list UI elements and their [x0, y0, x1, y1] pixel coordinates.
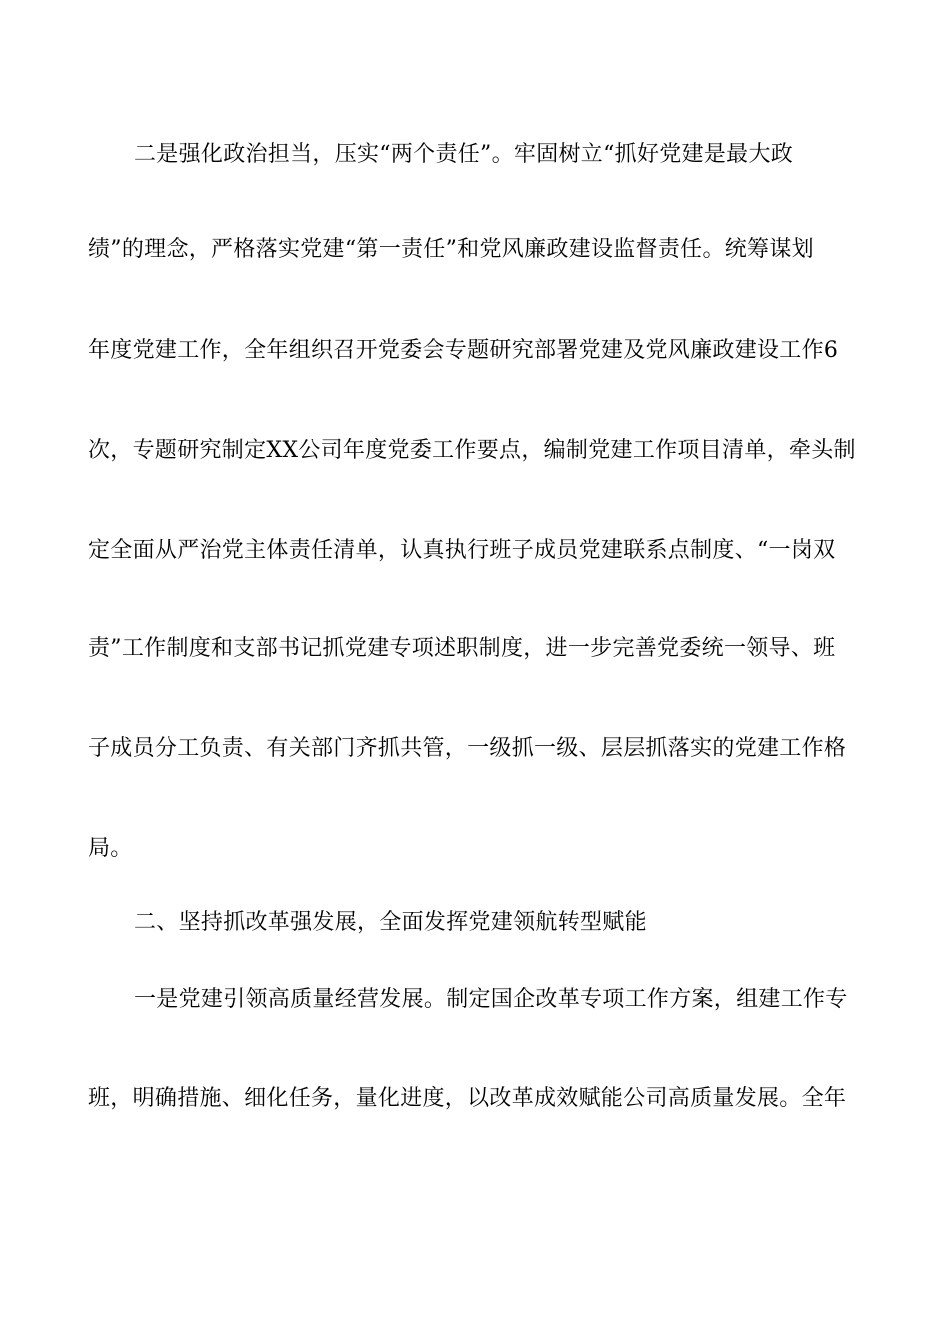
paragraph-line: 年度党建工作，全年组织召开党委会专题研究部署党建及党风廉政建设工作6 — [88, 338, 839, 363]
paragraph-line: 责”工作制度和支部书记抓党建专项述职制度，进一步完善党委统一领导、班 — [88, 636, 836, 661]
paragraph-line: 班，明确措施、细化任务，量化进度，以改革成效赋能公司高质量发展。全年 — [88, 1086, 847, 1111]
paragraph-line: 绩”的理念，严格落实党建“第一责任”和党风廉政建设监督责任。统筹谋划 — [88, 237, 814, 262]
paragraph-line: 子成员分工负责、有关部门齐抓共管，一级抓一级、层层抓落实的党建工作格 — [88, 736, 847, 761]
paragraph-line: 次，专题研究制定XX公司年度党委工作要点，编制党建工作项目清单，牵头制 — [88, 438, 856, 463]
section-heading: 二、坚持抓改革强发展，全面发挥党建领航转型赋能 — [134, 910, 647, 935]
paragraph-line: 一是党建引领高质量经营发展。制定国企改革专项工作方案，组建工作专 — [134, 987, 848, 1012]
paragraph-line: 定全面从严治党主体责任清单，认真执行班子成员党建联系点制度、“一岗双 — [88, 538, 836, 563]
paragraph-line: 局。 — [88, 836, 133, 861]
paragraph-line: 二是强化政治担当，压实“两个责任”。牢固树立“抓好党建是最大政 — [134, 142, 794, 167]
